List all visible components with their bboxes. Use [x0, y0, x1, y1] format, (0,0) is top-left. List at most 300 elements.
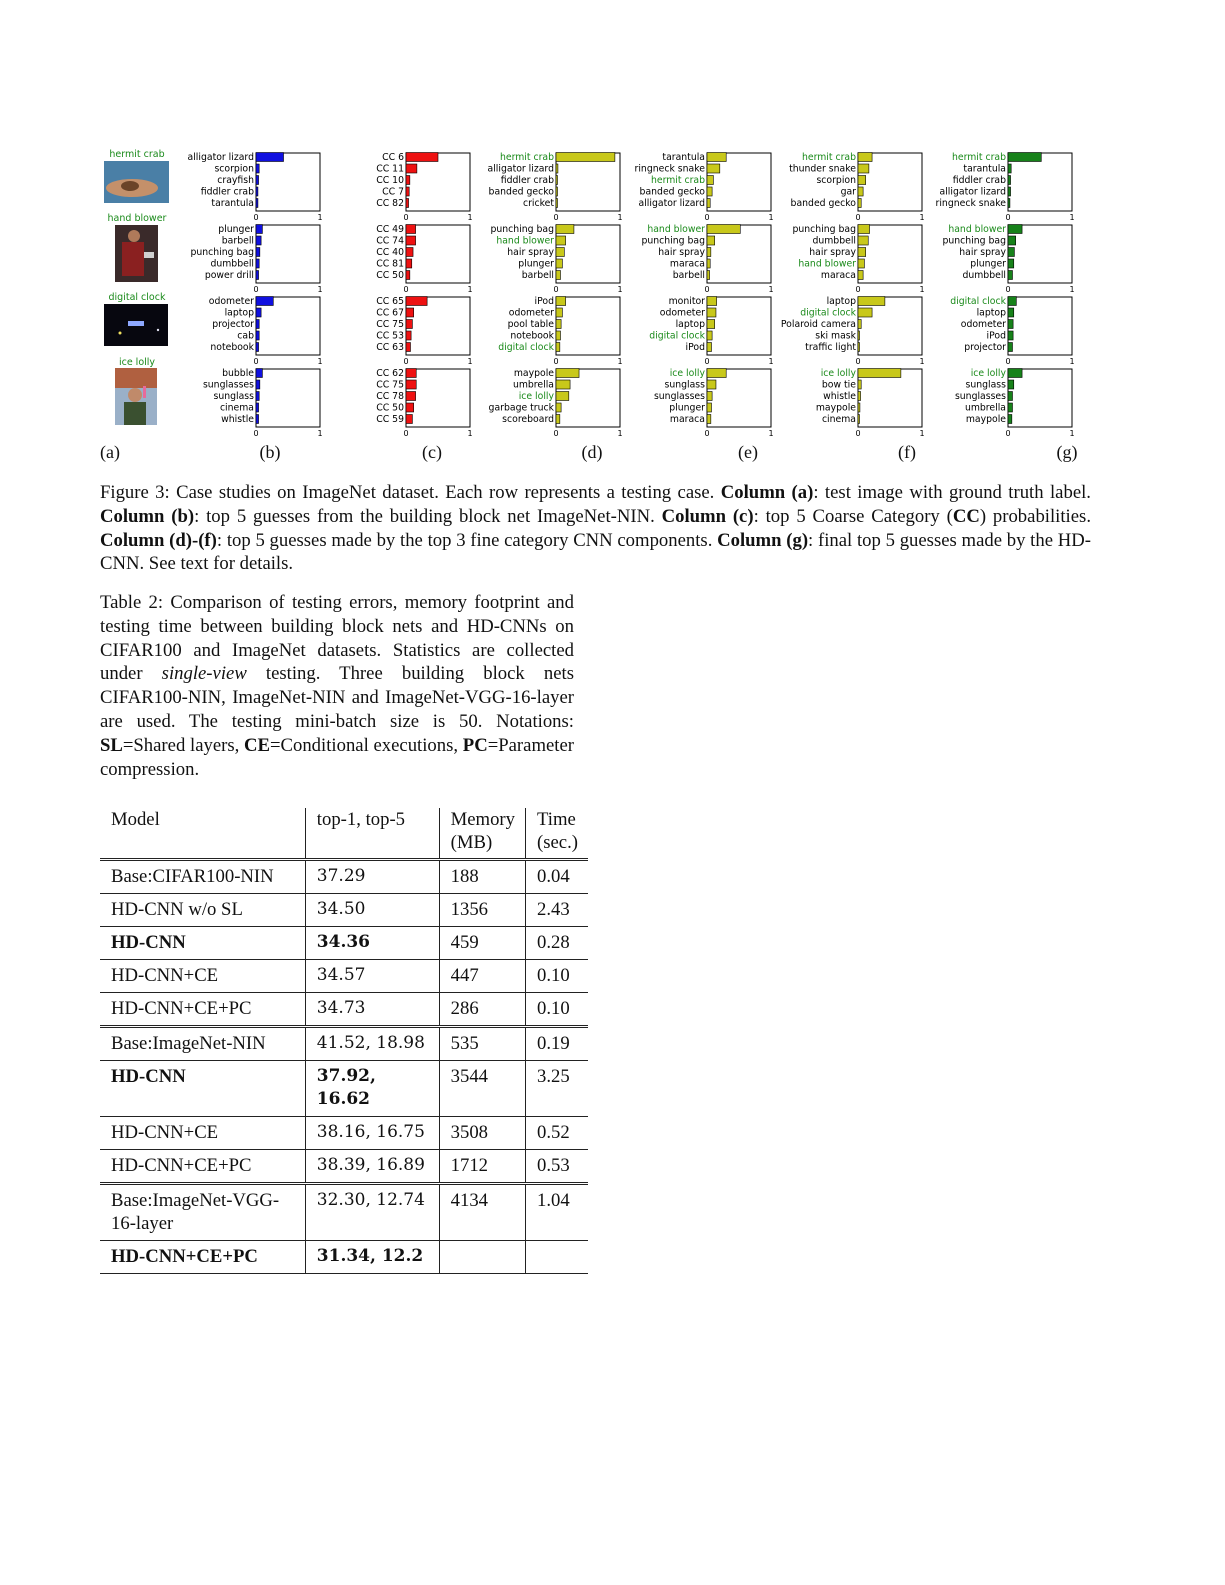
cell-model: HD-CNN+CE+PC: [100, 1150, 305, 1184]
chart-bar: [1008, 225, 1022, 234]
figure-3-chart-grid: [0, 0, 1225, 470]
chart-bar: [556, 380, 570, 389]
bar-label: digital clock: [498, 342, 554, 354]
chart-bar: [556, 392, 569, 401]
bar-label: CC 50: [376, 270, 404, 282]
x-tick-label: 1: [768, 213, 774, 222]
x-tick-label: 1: [919, 213, 925, 222]
bar-label: cricket: [522, 198, 554, 210]
table-row: [100, 1061, 588, 1117]
bar-label: CC 82: [376, 198, 404, 210]
x-tick-label: 1: [467, 213, 473, 222]
bar-label: bubble: [222, 368, 254, 380]
test-image-building-shape: [115, 368, 157, 388]
bar-label: dumbbell: [210, 258, 254, 270]
chart-bar: [556, 187, 558, 196]
chart-bar: [406, 199, 409, 208]
bar-label: laptop: [826, 296, 856, 308]
x-tick-label: 1: [1069, 357, 1075, 366]
chart-bar: [858, 415, 860, 424]
chart-bar: [707, 176, 713, 185]
bar-label: pool table: [507, 319, 554, 331]
chart-bar: [406, 308, 414, 317]
bar-label: hermit crab: [650, 175, 705, 187]
chart-bar: [556, 153, 615, 162]
x-tick-label: 1: [768, 285, 774, 294]
bar-label: scoreboard: [502, 414, 554, 426]
chart-bar: [1008, 308, 1014, 317]
x-tick-label: 0: [704, 285, 710, 294]
chart-bar: [556, 308, 562, 317]
cell-memory: 4134: [439, 1184, 525, 1241]
column-letter-label: (a): [100, 442, 120, 462]
chart-bar: [858, 187, 863, 196]
x-tick-label: 0: [855, 213, 861, 222]
chart-bar: [858, 199, 861, 208]
bar-label: CC 81: [376, 258, 404, 270]
x-tick-label: 1: [919, 429, 925, 438]
chart-bar: [707, 297, 717, 306]
x-tick-label: 1: [919, 285, 925, 294]
x-tick-label: 1: [768, 429, 774, 438]
bar-label: CC 7: [382, 186, 404, 198]
x-tick-label: 1: [317, 429, 323, 438]
x-tick-label: 0: [704, 213, 710, 222]
chart-bar: [707, 271, 710, 280]
cell-memory: 1356: [439, 894, 525, 927]
chart-bar: [858, 331, 860, 340]
bar-label: tarantula: [211, 198, 254, 210]
bar-label: alligator lizard: [487, 163, 554, 175]
bar-label: hand blower: [496, 235, 554, 247]
chart-bar: [858, 176, 866, 185]
bar-label: digital clock: [649, 330, 705, 342]
cell-memory: 535: [439, 1027, 525, 1061]
x-tick-label: 0: [403, 357, 409, 366]
bar-label: hair spray: [809, 247, 856, 259]
cell-error: 41.52, 18.98: [305, 1027, 439, 1061]
chart-bar: [256, 369, 262, 378]
chart-bar: [707, 403, 711, 412]
column-letter-label: (g): [1056, 442, 1078, 462]
chart-bar: [406, 164, 417, 173]
bar-label: CC 49: [376, 224, 404, 236]
row-label-ground-truth: hermit crab: [109, 149, 165, 160]
chart-bar: [858, 369, 901, 378]
chart-bar: [256, 236, 261, 245]
chart-bar: [256, 308, 261, 317]
table-row: [100, 927, 588, 960]
chart-bar: [1008, 248, 1014, 257]
chart-bar: [406, 415, 412, 424]
table-row: [100, 1241, 588, 1274]
bar-label: CC 67: [376, 307, 404, 319]
test-image-light-dot: [157, 329, 159, 331]
bar-label: fiddler crab: [500, 175, 554, 187]
chart-bar: [858, 308, 872, 317]
bar-label: power drill: [204, 270, 254, 282]
chart-bar: [556, 320, 561, 329]
chart-bar: [256, 259, 259, 268]
chart-bar: [707, 415, 711, 424]
bar-label: CC 11: [376, 163, 404, 175]
bar-label: cinema: [821, 414, 856, 426]
test-image-blower-shape: [144, 252, 154, 258]
x-tick-label: 1: [317, 213, 323, 222]
bar-label: alligator lizard: [638, 198, 705, 210]
column-letter-label: (c): [422, 442, 442, 462]
bar-label: cab: [237, 330, 254, 342]
header-model: Model: [100, 808, 305, 860]
chart-axes-frame: [1008, 297, 1072, 355]
bar-label: punching bag: [942, 235, 1006, 247]
chart-bar: [1008, 176, 1011, 185]
bar-label: CC 40: [376, 247, 404, 259]
bar-label: notebook: [210, 342, 254, 354]
chart-bar: [858, 236, 868, 245]
bar-label: whistle: [221, 414, 254, 426]
x-tick-label: 0: [855, 357, 861, 366]
chart-bar: [1008, 236, 1016, 245]
cell-model: HD-CNN+CE+PC: [100, 993, 305, 1027]
cell-memory: 188: [439, 860, 525, 894]
bar-label: thunder snake: [789, 163, 856, 175]
bar-label: Polaroid camera: [780, 319, 856, 331]
chart-bar: [256, 199, 258, 208]
bar-label: alligator lizard: [939, 186, 1006, 198]
column-letter-label: (d): [581, 442, 603, 462]
chart-bar: [256, 176, 259, 185]
x-tick-label: 1: [617, 357, 623, 366]
bar-label: projector: [212, 319, 254, 331]
results-table: [100, 808, 588, 1274]
x-tick-label: 0: [553, 357, 559, 366]
chart-bar: [406, 248, 413, 257]
bar-label: hermit crab: [951, 152, 1006, 164]
cell-model: HD-CNN+CE+PC: [100, 1241, 305, 1274]
bar-label: CC 6: [382, 152, 404, 164]
x-tick-label: 0: [403, 285, 409, 294]
chart-bar: [406, 320, 412, 329]
header-memory: Memory (MB): [439, 808, 525, 860]
chart-bar: [858, 320, 861, 329]
bar-label: bow tie: [821, 379, 856, 391]
x-tick-label: 1: [617, 429, 623, 438]
bar-label: scorpion: [214, 163, 254, 175]
cell-time: 0.19: [526, 1027, 589, 1061]
chart-bar: [556, 297, 566, 306]
chart-bar: [256, 271, 259, 280]
x-tick-label: 0: [553, 213, 559, 222]
bar-label: CC 53: [376, 330, 404, 342]
chart-bar: [256, 331, 259, 340]
bar-label: monitor: [668, 296, 705, 308]
cell-model: HD-CNN: [100, 1061, 305, 1117]
chart-bar: [858, 164, 869, 173]
bar-label: laptop: [976, 307, 1006, 319]
chart-bar: [1008, 199, 1010, 208]
cell-model: Base:ImageNet-NIN: [100, 1027, 305, 1061]
bar-label: odometer: [508, 307, 554, 319]
chart-bar: [556, 271, 560, 280]
test-image-person-shape: [124, 402, 146, 425]
bar-label: plunger: [518, 258, 554, 270]
test-image-head-shape: [128, 230, 140, 242]
chart-bar: [556, 403, 561, 412]
x-tick-label: 1: [1069, 285, 1075, 294]
bar-label: punching bag: [792, 224, 856, 236]
cell-error: 38.16, 16.75: [305, 1117, 439, 1150]
cell-time: 0.28: [526, 927, 589, 960]
cell-error: 37.29: [305, 860, 439, 894]
x-tick-label: 0: [1005, 285, 1011, 294]
chart-bar: [556, 176, 558, 185]
bar-label: barbell: [521, 270, 554, 282]
bar-label: ice lolly: [518, 391, 554, 403]
x-tick-label: 1: [317, 285, 323, 294]
x-tick-label: 0: [704, 429, 710, 438]
cell-memory: 447: [439, 960, 525, 993]
bar-label: ice lolly: [669, 368, 705, 380]
chart-bar: [1008, 164, 1011, 173]
chart-bar: [707, 380, 716, 389]
bar-label: hermit crab: [801, 152, 856, 164]
bar-label: plunger: [669, 402, 705, 414]
chart-bar: [556, 199, 558, 208]
chart-bar: [256, 320, 259, 329]
x-tick-label: 0: [403, 213, 409, 222]
cell-time: 3.25: [526, 1061, 589, 1117]
cell-time: 0.53: [526, 1150, 589, 1184]
bar-label: dumbbell: [962, 270, 1006, 282]
chart-bar: [1008, 415, 1012, 424]
cell-memory: 3508: [439, 1117, 525, 1150]
bar-label: maypole: [513, 368, 554, 380]
x-tick-label: 0: [253, 213, 259, 222]
chart-bar: [256, 225, 262, 234]
chart-bar: [707, 392, 712, 401]
chart-bar: [1008, 369, 1022, 378]
cell-error: 34.57: [305, 960, 439, 993]
bar-label: hair spray: [507, 247, 554, 259]
chart-bar: [556, 259, 562, 268]
row-label-ground-truth: digital clock: [108, 292, 166, 303]
column-letter-label: (e): [738, 442, 758, 462]
bar-label: sunglass: [664, 379, 705, 391]
table-header-row: [100, 808, 588, 860]
bar-label: fiddler crab: [200, 186, 254, 198]
bar-label: maypole: [815, 402, 856, 414]
bar-label: ice lolly: [970, 368, 1006, 380]
bar-label: maraca: [820, 270, 856, 282]
chart-bar: [707, 248, 711, 257]
test-image-light-dot: [119, 332, 122, 335]
bar-label: umbrella: [964, 402, 1006, 414]
bar-label: CC 10: [376, 175, 404, 187]
chart-bar: [256, 187, 258, 196]
x-tick-label: 1: [919, 357, 925, 366]
chart-bar: [858, 259, 864, 268]
bar-label: ringneck snake: [634, 163, 705, 175]
chart-bar: [707, 225, 740, 234]
bar-label: iPod: [986, 330, 1006, 342]
chart-bar: [556, 369, 579, 378]
cell-time: 0.10: [526, 960, 589, 993]
chart-bar: [406, 225, 416, 234]
cell-time: [526, 1241, 589, 1274]
bar-label: whistle: [823, 391, 856, 403]
chart-bar: [556, 343, 560, 352]
bar-label: hair spray: [959, 247, 1006, 259]
bar-label: tarantula: [963, 163, 1006, 175]
x-tick-label: 0: [553, 285, 559, 294]
chart-bar: [406, 176, 410, 185]
chart-bar: [858, 392, 861, 401]
chart-bar: [858, 343, 860, 352]
bar-label: scorpion: [816, 175, 856, 187]
x-tick-label: 0: [403, 429, 409, 438]
bar-label: odometer: [659, 307, 705, 319]
cell-error: 37.92, 16.62: [305, 1061, 439, 1117]
test-image-lolly-shape: [143, 386, 146, 398]
cell-memory: 459: [439, 927, 525, 960]
bar-label: CC 75: [376, 379, 404, 391]
bar-label: crayfish: [217, 175, 254, 187]
table-row: [100, 894, 588, 927]
x-tick-label: 0: [855, 285, 861, 294]
cell-time: 0.10: [526, 993, 589, 1027]
cell-model: HD-CNN w/o SL: [100, 894, 305, 927]
figure-3: [0, 0, 1225, 470]
chart-axes-frame: [256, 369, 320, 427]
row-label-ground-truth: hand blower: [107, 213, 167, 224]
bar-label: CC 59: [376, 414, 404, 426]
chart-bar: [707, 369, 726, 378]
cell-model: HD-CNN+CE: [100, 960, 305, 993]
chart-bar: [707, 164, 720, 173]
table-row: [100, 1150, 588, 1184]
bar-label: odometer: [960, 319, 1006, 331]
chart-bar: [406, 331, 411, 340]
bar-label: sunglasses: [954, 391, 1006, 403]
x-tick-label: 1: [768, 357, 774, 366]
x-tick-label: 0: [253, 285, 259, 294]
table-row: [100, 960, 588, 993]
bar-label: CC 50: [376, 402, 404, 414]
chart-bar: [406, 271, 410, 280]
table-row: [100, 860, 588, 894]
bar-label: gar: [840, 186, 856, 198]
bar-label: notebook: [510, 330, 554, 342]
x-tick-label: 0: [704, 357, 710, 366]
bar-label: digital clock: [950, 296, 1006, 308]
bar-label: CC 65: [376, 296, 404, 308]
bar-label: garbage truck: [488, 402, 554, 414]
bar-label: laptop: [224, 307, 254, 319]
bar-label: dumbbell: [812, 235, 856, 247]
cell-error: 34.50: [305, 894, 439, 927]
chart-axes-frame: [256, 225, 320, 283]
chart-bar: [858, 271, 863, 280]
chart-bar: [707, 331, 712, 340]
bar-label: maypole: [965, 414, 1006, 426]
chart-bar: [556, 331, 560, 340]
x-tick-label: 1: [317, 357, 323, 366]
cell-error: 31.34, 12.2: [305, 1241, 439, 1274]
chart-bar: [707, 199, 710, 208]
cell-error: 32.30, 12.74: [305, 1184, 439, 1241]
cell-time: 1.04: [526, 1184, 589, 1241]
bar-label: projector: [964, 342, 1006, 354]
test-image-crab-shape: [121, 181, 139, 191]
figure-3-caption: Figure 3: Case studies on ImageNet dataset. Each row represents a testing case. Column (a): test image with ground truth label. Column (b): top 5 guesses from the building block net ImageNet-NIN. Column (c): top 5 Coarse Category (CC) probabilities. Column (d)-(f): top 5 guesses made by the top 3 fine category CNN components. Column (g): final top 5 guesses made by the HD-CNN. See text for details.: [100, 482, 1091, 575]
chart-bar: [707, 259, 710, 268]
bar-label: tarantula: [662, 152, 705, 164]
bar-label: alligator lizard: [187, 152, 254, 164]
chart-bar: [1008, 297, 1016, 306]
x-tick-label: 0: [253, 357, 259, 366]
cell-model: HD-CNN+CE: [100, 1117, 305, 1150]
chart-bar: [1008, 259, 1014, 268]
bar-label: banded gecko: [488, 186, 554, 198]
chart-bar: [1008, 271, 1012, 280]
bar-label: hair spray: [658, 247, 705, 259]
bar-label: CC 63: [376, 342, 404, 354]
chart-bar: [256, 153, 284, 162]
cell-model: HD-CNN: [100, 927, 305, 960]
x-tick-label: 0: [1005, 213, 1011, 222]
chart-bar: [1008, 403, 1012, 412]
x-tick-label: 1: [617, 213, 623, 222]
bar-label: maraca: [669, 258, 705, 270]
cell-error: 38.39, 16.89: [305, 1150, 439, 1184]
chart-bar: [406, 297, 427, 306]
chart-bar: [406, 153, 438, 162]
chart-bar: [707, 187, 712, 196]
table-2-caption: Table 2: Comparison of testing errors, memory footprint and testing time between building block nets and HD-CNNs on CIFAR100 and ImageNet datasets. Statistics are collected under single-view testing. Three building block nets CIFAR100-NIN, ImageNet-NIN and ImageNet-VGG-16-layer are used. The testing mini-batch size is 50. Notations: SL=Shared layers, CE=Conditional executions, PC=Parameter compression.: [100, 592, 574, 780]
chart-bar: [556, 225, 574, 234]
x-tick-label: 1: [617, 285, 623, 294]
column-letter-label: (f): [898, 442, 916, 462]
test-image-person-shape: [122, 242, 144, 276]
chart-bar: [858, 380, 861, 389]
chart-bar: [1008, 343, 1012, 352]
bar-label: umbrella: [512, 379, 554, 391]
chart-bar: [256, 403, 259, 412]
chart-bar: [858, 403, 860, 412]
chart-bar: [256, 392, 259, 401]
header-time: Time (sec.): [526, 808, 589, 860]
cell-memory: [439, 1241, 525, 1274]
chart-bar: [256, 297, 273, 306]
test-image-clock-display-shape: [128, 321, 144, 326]
table-row: [100, 993, 588, 1027]
x-tick-label: 1: [467, 357, 473, 366]
bar-label: sunglasses: [653, 391, 705, 403]
bar-label: CC 78: [376, 391, 404, 403]
cell-memory: 286: [439, 993, 525, 1027]
cell-model: Base:CIFAR100-NIN: [100, 860, 305, 894]
bar-label: hand blower: [948, 224, 1006, 236]
x-tick-label: 1: [1069, 429, 1075, 438]
bar-label: CC 62: [376, 368, 404, 380]
column-letter-label: (b): [259, 442, 281, 462]
x-tick-label: 1: [1069, 213, 1075, 222]
chart-bar: [858, 248, 866, 257]
bar-label: hand blower: [647, 224, 705, 236]
chart-bar: [406, 369, 416, 378]
x-tick-label: 1: [467, 429, 473, 438]
